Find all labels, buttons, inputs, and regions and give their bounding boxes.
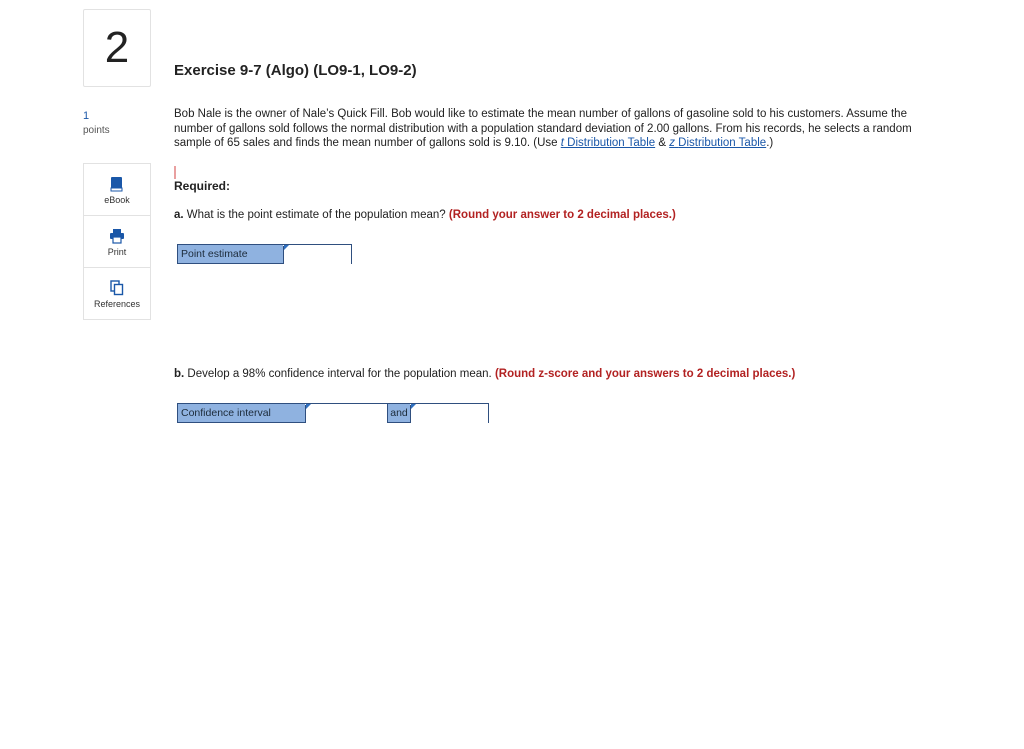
input-flag-icon (411, 404, 416, 409)
tool-panel (83, 163, 151, 320)
and-label: and (387, 404, 410, 422)
part-a-instruction: (Round your answer to 2 decimal places.) (448, 209, 676, 221)
problem-text (174, 107, 944, 151)
point-estimate-label: Point estimate (178, 245, 283, 263)
part-b-instruction: (Round z-score and your answers to 2 decimal places.) (494, 368, 796, 380)
points-label: points (83, 125, 110, 136)
problem-body: Bob Nale is the owner of Nale’s Quick Fill. Bob would like to estimate the mean number of gallons of gasoline sold to his customers. Assume the number of gallons sold follows the normal distribution with a population standard deviation of 2.00 gallons. From his records, he selects a random sample of 65 sales and finds the mean number of gallons sold is 9.10. (Use (174, 108, 912, 150)
book-icon (110, 175, 124, 193)
confidence-interval-label: Confidence interval (178, 404, 305, 422)
print-label: Print (107, 246, 127, 257)
required-heading: Required: (174, 179, 231, 193)
text-cursor (174, 166, 176, 179)
ci-lower-input[interactable] (305, 405, 387, 423)
ampersand: & (655, 137, 670, 150)
body-end: .) (766, 137, 774, 150)
printer-icon (109, 227, 125, 245)
exercise-title: Exercise 9-7 (Algo) (LO9-1, LO9-2) (174, 62, 417, 79)
part-b-question: b. Develop a 98% confidence interval for the population mean. (Round z-score and your answers to 2 decimal places.) (174, 368, 796, 380)
input-flag-icon (284, 245, 289, 250)
ebook-label: eBook (104, 194, 130, 205)
part-a-question: a. What is the point estimate of the population mean? (Round your answer to 2 decimal places.) (174, 209, 676, 221)
input-flag-icon (306, 404, 311, 409)
print-button[interactable] (84, 216, 150, 268)
references-button[interactable] (84, 268, 150, 319)
point-estimate-row (177, 244, 352, 264)
copy-icon (110, 279, 124, 297)
ci-upper-input[interactable] (410, 405, 488, 423)
t-distribution-link[interactable]: t Distribution Table (560, 137, 656, 150)
references-label: References (93, 298, 141, 309)
question-number: 2 (83, 9, 151, 87)
z-distribution-link[interactable]: z Distribution Table (669, 137, 767, 150)
ebook-button[interactable] (84, 164, 150, 216)
point-estimate-input[interactable] (283, 246, 351, 264)
points-value: 1 (83, 110, 90, 122)
confidence-interval-row (177, 403, 489, 423)
